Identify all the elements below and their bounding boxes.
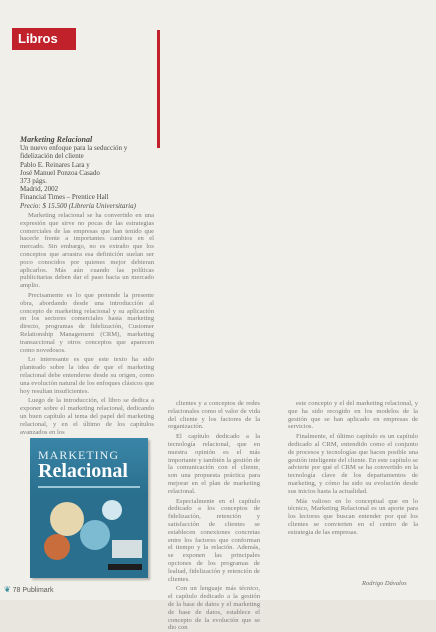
cover-publisher-bar — [108, 564, 142, 570]
info-line: Un nuevo enfoque para la seducción y — [20, 144, 128, 153]
cover-author-box — [112, 540, 142, 558]
paragraph: Marketing relacional se ha convertido en una expresión que sirve no pocas de las estrategias comerciales de las empresas que han tenido que hacerle frente a importantes cambios en el mercado. Sin embargo, no es extraño que los conceptos que arrastra esa definición suelan ser poco conocidos por quienes mejor debieran aplicarlos. Más aún cuando las políticas publicitarias deben dar el paso hacia un mercado amplio. — [20, 212, 154, 290]
cover-button-graphic — [50, 502, 84, 536]
cover-title-line2: Relacional — [38, 460, 128, 482]
info-line: José Manuel Ponzoa Casado — [20, 168, 100, 177]
page-footer — [4, 585, 54, 594]
cover-subtitle-bar — [38, 486, 140, 488]
info-line: Pablo E. Reinares Lara y — [20, 160, 90, 169]
paragraph: Con un lenguaje más técnico, el capítulo dedicado a la gestión de la base de datos y el marketing de base de datos, establece el concepto de la evolución que se dio con — [168, 585, 260, 632]
info-line: Financial Times – Prentice Hall — [20, 193, 109, 202]
paragraph: Finalmente, el último capítulo es un capítulo dedicado al CRM, entendido como el conjunto de procesos y tecnologías que hacen posible una gestión inteligente del cliente. En este capítulo se advierte por qué el CRM se ha convertido en la tecnología clave de los departamentos de marketing, y cómo ha sido su evolución desde sus inicios hasta la actualidad. — [288, 433, 419, 495]
cover-button-graphic — [44, 534, 70, 560]
review-column-3 — [288, 400, 418, 576]
cover-title-line1: MARKETING — [38, 448, 119, 462]
paragraph: Lo interesante es que este texto ha sido planteado sobre la idea de que el marketing relacional debe entenderse desde su origen, como una evolución natural de los enfoques clásicos que hoy resultan insuficientes. — [20, 356, 154, 395]
book-cover-image — [30, 438, 148, 578]
info-line: 373 págs. — [20, 177, 47, 186]
paragraph: clientes y a conceptos de redes relacionales como el valor de vida del cliente y los factores de la organización. — [168, 400, 260, 431]
info-line: fidelización del cliente — [20, 152, 84, 161]
cover-button-graphic — [80, 520, 110, 550]
paragraph: Precisamente es lo que pretende la presente obra, abordando desde una introducción al concepto de marketing relacional y su aplicación en los sectores comerciales hasta marketing directo, programas de fidelización, Customer Relationship Management (CRM), marketing transaccional y otros conceptos que aparecen como novedosos. — [20, 291, 154, 354]
paragraph: Luego de la introducción, el libro se dedica a exponer sobre el marketing relacional, dedicando un buen capítulo al tema del papel del marketing relacional, y en el último de los capítulos avanzados en los — [20, 397, 154, 436]
page-number: 78 Publimark — [12, 587, 54, 594]
book-price: Precio: $ 15.500 (Librería Universitaria) — [20, 201, 136, 210]
book-info — [20, 136, 156, 210]
info-line: Madrid, 2002 — [20, 185, 59, 194]
leaf-icon: ❦ — [4, 585, 11, 594]
review-column-2 — [168, 400, 260, 632]
accent-rule — [157, 30, 160, 148]
paragraph: El capítulo dedicado a la tecnología relacional, que en nuestra opinión es el más importante y también la gestión de la comunicación con el cliente, son una propuesta práctica para mejorar en el plan de marketing relacional. — [168, 433, 260, 495]
section-label: Libros — [12, 28, 76, 50]
paragraph: Especialmente en el capítulo dedicado a los conceptos de fidelización, retención y satisfacción de clientes se establecen conexiones concretas entre los factores que conforman el tiempo y la relación. Además, se exponen las principales opciones de los programas de lealtad, fidelización y retención de clientes. — [168, 497, 260, 583]
paragraph: este concepto y el del marketing relacional, y que ha sido recogido en los modelos de la gestión que se han aplicado en empresas de servicios. — [288, 400, 418, 431]
review-author: Rodrigo Dávalos — [362, 580, 407, 587]
cover-button-graphic — [102, 500, 122, 520]
book-title: Marketing Relacional — [20, 135, 93, 144]
paragraph: Más valioso en lo conceptual que en lo técnico, Marketing Relacional es un aporte para los lectores que buscan entender por qué los clientes se convierten en el centro de la estrategia de las empresas. — [288, 497, 418, 536]
